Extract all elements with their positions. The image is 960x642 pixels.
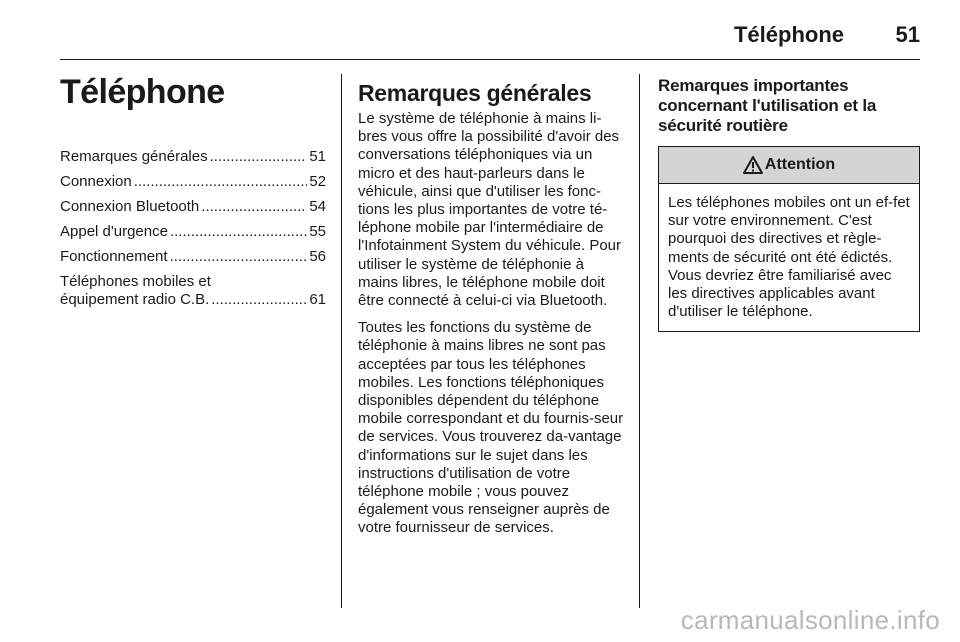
warning-box xyxy=(658,146,920,332)
header-title: Téléphone xyxy=(733,22,844,47)
warning-label: Attention xyxy=(764,156,836,173)
toc-label: Téléphones mobiles et xyxy=(60,273,211,290)
body-paragraph: Toutes les fonctions du système de téléphonie à mains libres ne sont pas acceptées par tous les téléphones mobiles. Les fonctions téléphoniques disponibles dépendent du téléphone mobile correspondant et du fournis-seur de services. Vous trouverez da-vantage d'informations sur le sujet dans les instructions d'utilisation de votre téléphone mobile ; vous pouvez également vous renseigner auprès de votre fournisseur de services. xyxy=(358,319,624,537)
toc-leader xyxy=(134,173,308,191)
toc-leader xyxy=(211,291,307,309)
section-title: Remarques générales xyxy=(358,80,592,106)
safety-column xyxy=(658,76,920,332)
header-rule xyxy=(60,59,920,60)
warning-header xyxy=(659,147,919,184)
toc-leader xyxy=(170,248,308,266)
chapter-title: Téléphone xyxy=(60,73,225,111)
toc-page: 52 xyxy=(309,173,326,190)
subsection-title: Remarques importantes concernant l'utilisation et la sécurité routière xyxy=(658,76,877,135)
chapter-column xyxy=(60,72,326,316)
toc-page: 51 xyxy=(309,148,326,165)
toc-leader xyxy=(210,148,308,166)
toc-label: Connexion xyxy=(60,173,132,190)
toc-leader xyxy=(170,223,307,241)
toc-entry-telephones-mobiles[interactable] xyxy=(60,273,326,309)
watermark: carmanualsonline.info xyxy=(680,605,940,635)
toc-leader xyxy=(201,198,307,216)
page-header xyxy=(60,14,920,52)
general-remarks-column xyxy=(358,80,624,547)
toc-entry-connexion-bluetooth[interactable] xyxy=(60,198,326,216)
table-of-contents xyxy=(60,148,326,309)
toc-entry-fonctionnement[interactable] xyxy=(60,248,326,266)
toc-label: Appel d'urgence xyxy=(60,223,168,240)
body-paragraph: Le système de téléphonie à mains li-bres vous offre la possibilité d'avoir des conversations téléphoniques via un micro et des haut-parleurs dans le véhicule, ainsi que d'utiliser les fonc-tions les plus importantes de votre té-léphone mobile par l'intermédiaire de l'Infotainment System du véhicule. Pour utiliser le système de téléphonie à mains libres, le téléphone mobile doit être connecté à celui-ci via Bluetooth. xyxy=(358,110,621,310)
toc-label: Fonctionnement xyxy=(60,248,168,265)
toc-entry-appel-urgence[interactable] xyxy=(60,223,326,241)
toc-page: 56 xyxy=(309,248,326,265)
column-divider xyxy=(341,74,342,608)
toc-page: 55 xyxy=(309,223,326,240)
page-number: 51 xyxy=(895,22,920,47)
warning-triangle-icon xyxy=(743,156,763,174)
toc-page: 61 xyxy=(309,291,326,308)
toc-label: Remarques générales xyxy=(60,148,208,165)
warning-text: Les téléphones mobiles ont un ef-fet sur votre environnement. C'est pourquoi des directives et règle-ments de sécurité ont été édictés. Vous devriez être familiarisé avec les directives applicables avant d'utiliser le téléphone. xyxy=(668,194,910,321)
column-divider xyxy=(639,74,640,608)
toc-label: Connexion Bluetooth xyxy=(60,198,200,215)
toc-entry-remarques-generales[interactable] xyxy=(60,148,326,166)
toc-page: 54 xyxy=(309,198,326,215)
toc-label: équipement radio C.B. xyxy=(60,291,210,308)
toc-entry-connexion[interactable] xyxy=(60,173,326,191)
